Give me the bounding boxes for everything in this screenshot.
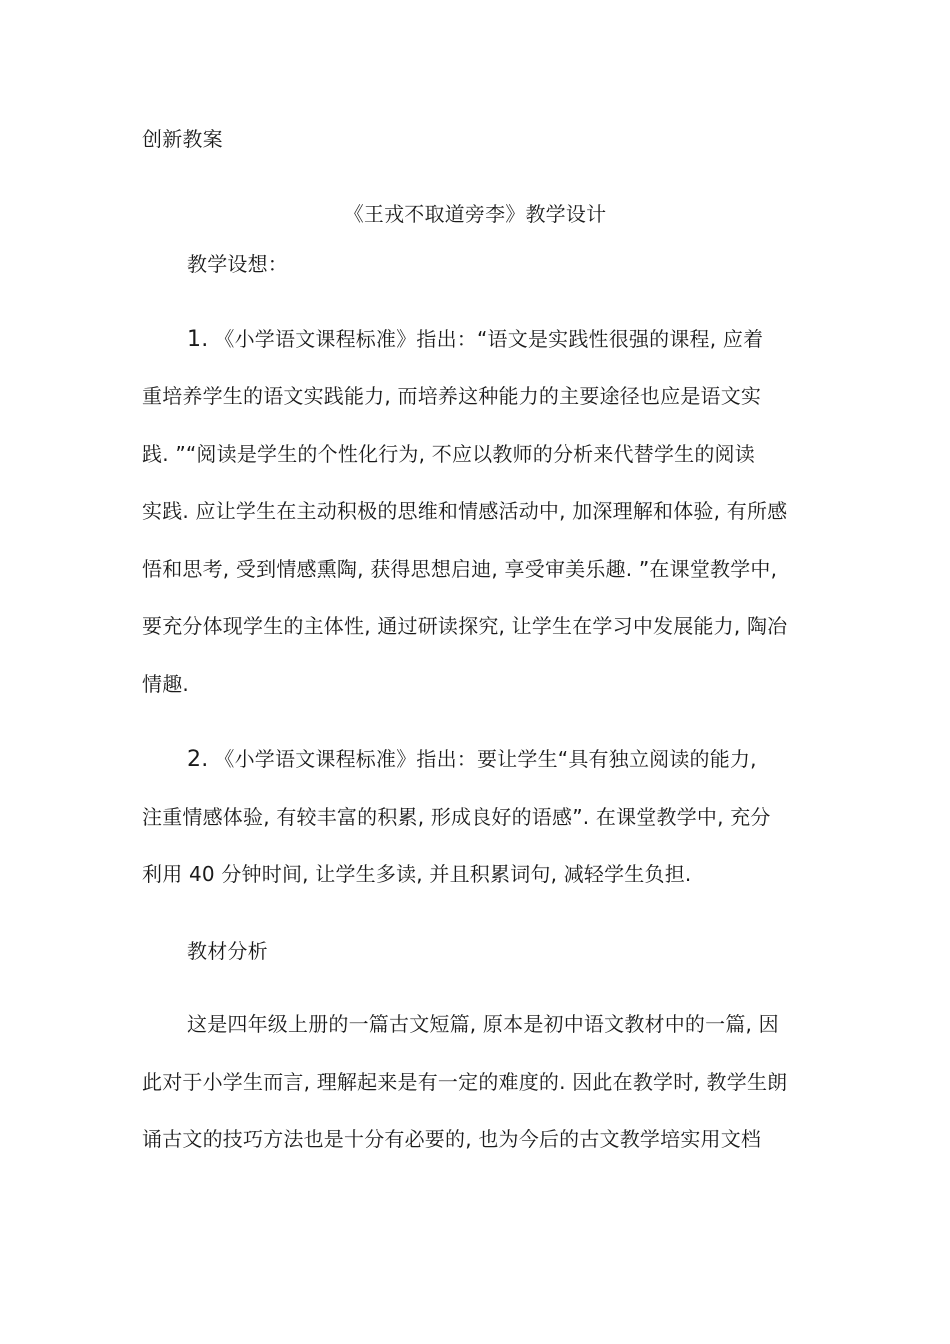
paragraph-1-line: 悟和思考, 受到情感熏陶, 获得思想启迪, 享受审美乐趣. ”在课堂教学中,	[142, 557, 778, 581]
paragraph-2-line: 利用 40 分钟时间, 让学生多读, 并且积累词句, 减轻学生负担.	[142, 862, 692, 886]
paragraph-2-line: 注重情感体验, 有较丰富的积累, 形成良好的语感”. 在课堂教学中, 充分	[142, 805, 771, 829]
paragraph-3-line: 诵古文的技巧方法也是十分有必要的, 也为今后的古文教学培实用文档	[142, 1127, 762, 1151]
paragraph-1-line: 践. ”“阅读是学生的个性化行为, 不应以教师的分析来代替学生的阅读	[142, 442, 755, 466]
paragraph-1-line: 重培养学生的语文实践能力, 而培养这种能力的主要途径也应是语文实	[142, 384, 762, 408]
paragraph-2-number: 2.	[187, 747, 209, 772]
paragraph-1-text: 《小学语文课程标准》指出：“语文是实践性很强的课程, 应着	[214, 327, 764, 351]
paragraph-3-line: 此对于小学生而言, 理解起来是有一定的难度的. 因此在教学时, 教学生朗	[142, 1070, 788, 1094]
document-title: 《王戎不取道旁李》教学设计	[343, 202, 607, 226]
header-label: 创新教案	[142, 127, 223, 151]
paragraph-1-number: 1.	[187, 327, 209, 352]
section-heading-analysis: 教材分析	[187, 939, 268, 963]
paragraph-1-line: 情趣.	[142, 672, 189, 696]
paragraph-2-line	[187, 745, 827, 774]
paragraph-1-line: 要充分体现学生的主体性, 通过研读探究, 让学生在学习中发展能力, 陶冶	[142, 614, 788, 638]
paragraph-3-line: 这是四年级上册的一篇古文短篇, 原本是初中语文教材中的一篇, 因	[187, 1012, 779, 1036]
section-heading-idea: 教学设想：	[187, 252, 288, 276]
paragraph-2-text: 《小学语文课程标准》指出：要让学生“具有独立阅读的能力,	[214, 747, 757, 771]
paragraph-1-line: 实践. 应让学生在主动积极的思维和情感活动中, 加深理解和体验, 有所感	[142, 499, 788, 523]
paragraph-1-line	[187, 325, 827, 354]
